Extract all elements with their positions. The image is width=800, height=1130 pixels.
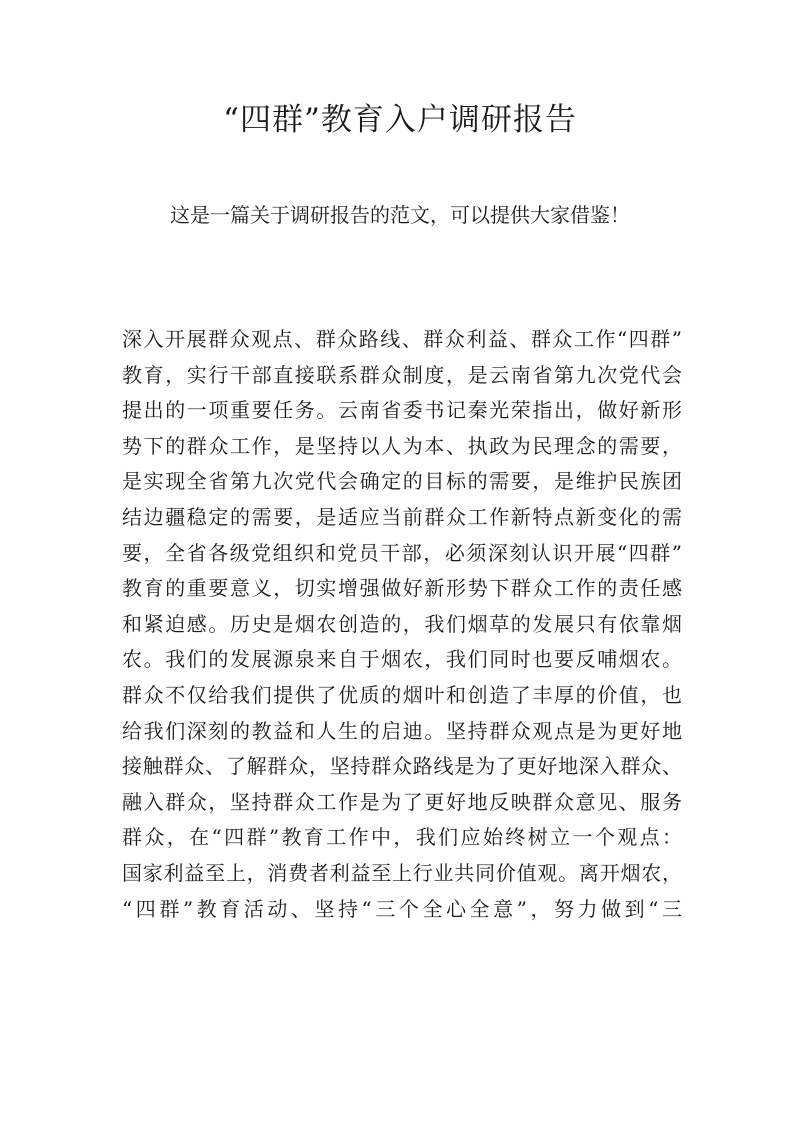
body-line: 群众，在“四群”教育工作中，我们应始终树立一个观点： <box>122 825 682 850</box>
body-line: 深入开展群众观点、群众路线、群众利益、群众工作“四群” <box>122 327 682 351</box>
body-line: “四群”教育活动、坚持“三个全心全意”，努力做到“三 <box>122 896 682 921</box>
document-subtitle: 这是一篇关于调研报告的范文，可以提供大家借鉴！ <box>170 203 630 227</box>
body-line: 和紧迫感。历史是烟农创造的，我们烟草的发展只有依靠烟 <box>122 611 682 636</box>
body-line: 给我们深刻的教益和人生的启迪。坚持群众观点是为更好地 <box>122 718 682 743</box>
body-line: 是实现全省第九次党代会确定的目标的需要，是维护民族团 <box>122 469 682 494</box>
body-line: 提出的一项重要任务。云南省委书记秦光荣指出，做好新形 <box>122 398 682 423</box>
body-line: 要，全省各级党组织和党员干部，必须深刻认识开展“四群” <box>122 540 682 565</box>
body-line: 国家利益至上，消费者利益至上行业共同价值观。离开烟农， <box>122 860 682 885</box>
document-body <box>122 322 682 927</box>
body-line: 势下的群众工作，是坚持以人为本、执政为民理念的需要， <box>122 433 682 458</box>
body-line: 群众不仅给我们提供了优质的烟叶和创造了丰厚的价值，也 <box>122 682 682 707</box>
body-line: 接触群众、了解群众，坚持群众路线是为了更好地深入群众、 <box>122 754 682 779</box>
body-line: 融入群众，坚持群众工作是为了更好地反映群众意见、服务 <box>122 789 682 814</box>
body-line: 教育，实行干部直接联系群众制度，是云南省第九次党代会 <box>122 362 682 387</box>
body-line: 教育的重要意义，切实增强做好新形势下群众工作的责任感 <box>122 576 682 601</box>
body-line: 结边疆稳定的需要，是适应当前群众工作新特点新变化的需 <box>122 504 682 529</box>
document-title: “四群”教育入户调研报告 <box>223 102 577 138</box>
body-line: 农。我们的发展源泉来自于烟农，我们同时也要反哺烟农。 <box>122 647 682 672</box>
